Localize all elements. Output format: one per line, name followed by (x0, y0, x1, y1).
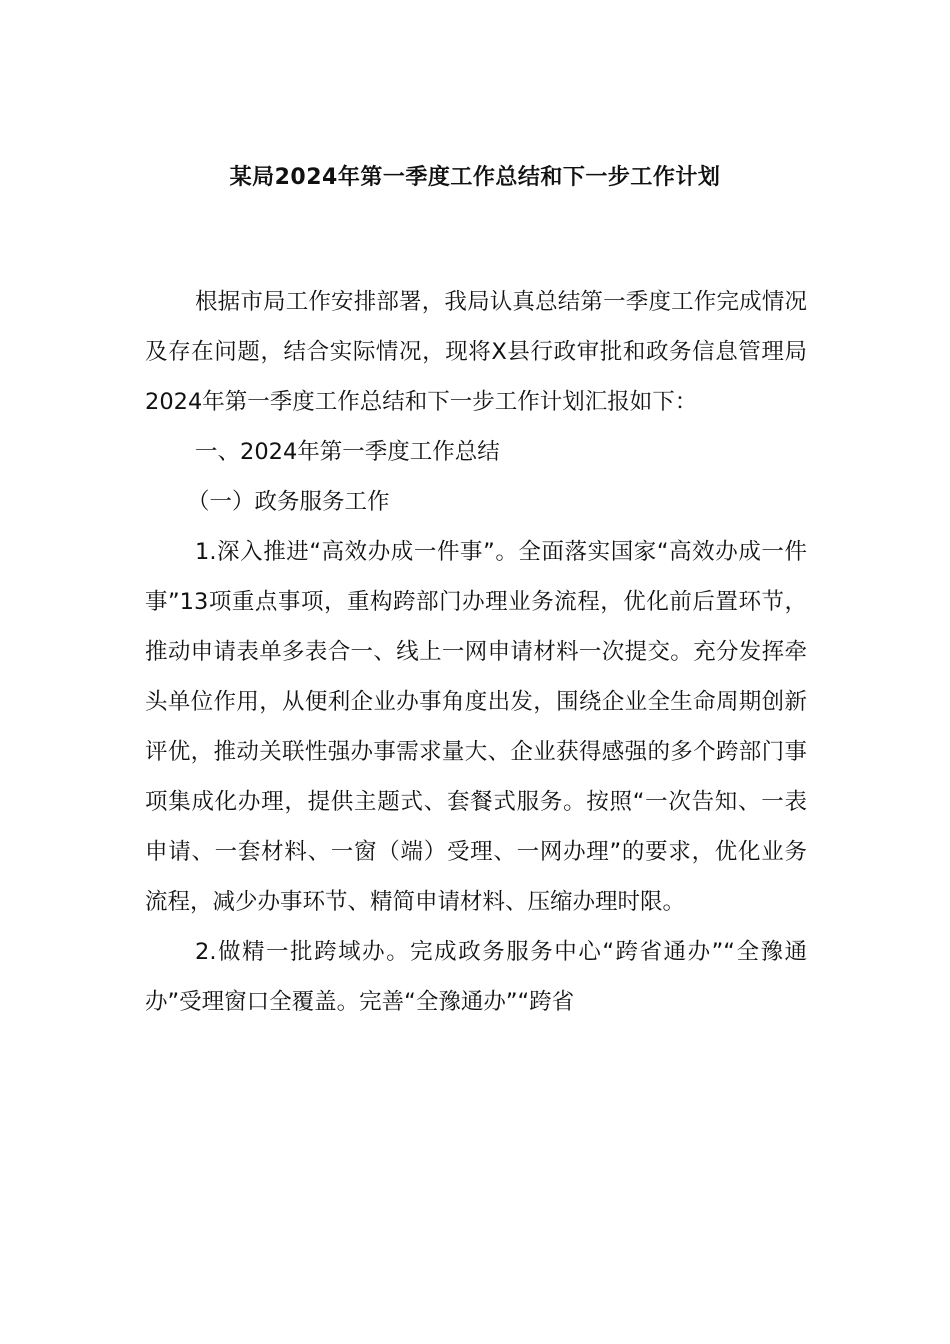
section-heading: 一、2024年第一季度工作总结 (195, 439, 500, 465)
subsection-heading: （一）政务服务工作 (187, 489, 390, 515)
document-body (145, 277, 807, 1027)
document-title: 某局2024年第一季度工作总结和下一步工作计划 (229, 165, 721, 190)
item-paragraph-1: 1.深入推进“高效办成一件事”。全面落实国家“高效办成一件事”13项重点事项，重构跨部门办理业务流程，优化前后置环节，推动申请表单多表合一、线上一网申请材料一次提交。充分发挥牵头单位作用，从便利企业办事角度出发，围绕企业全生命周期创新评优，推动关联性强办事需求量大、企业获得感强的多个跨部门事项集成化办理，提供主题式、套餐式服务。按照“一次告知、一表申请、一套材料、一窗（端）受理、一网办理”的要求，优化业务流程，减少办事环节、精简申请材料、压缩办理时限。 (145, 539, 807, 915)
intro-paragraph: 根据市局工作安排部署，我局认真总结第一季度工作完成情况及存在问题，结合实际情况，现将X县行政审批和政务信息管理局2024年第一季度工作总结和下一步工作计划汇报如下： (145, 289, 807, 415)
item-paragraph-2: 2.做精一批跨域办。完成政务服务中心“跨省通办”“全豫通办”受理窗口全覆盖。完善“全豫通办”“跨省 (145, 939, 807, 1015)
